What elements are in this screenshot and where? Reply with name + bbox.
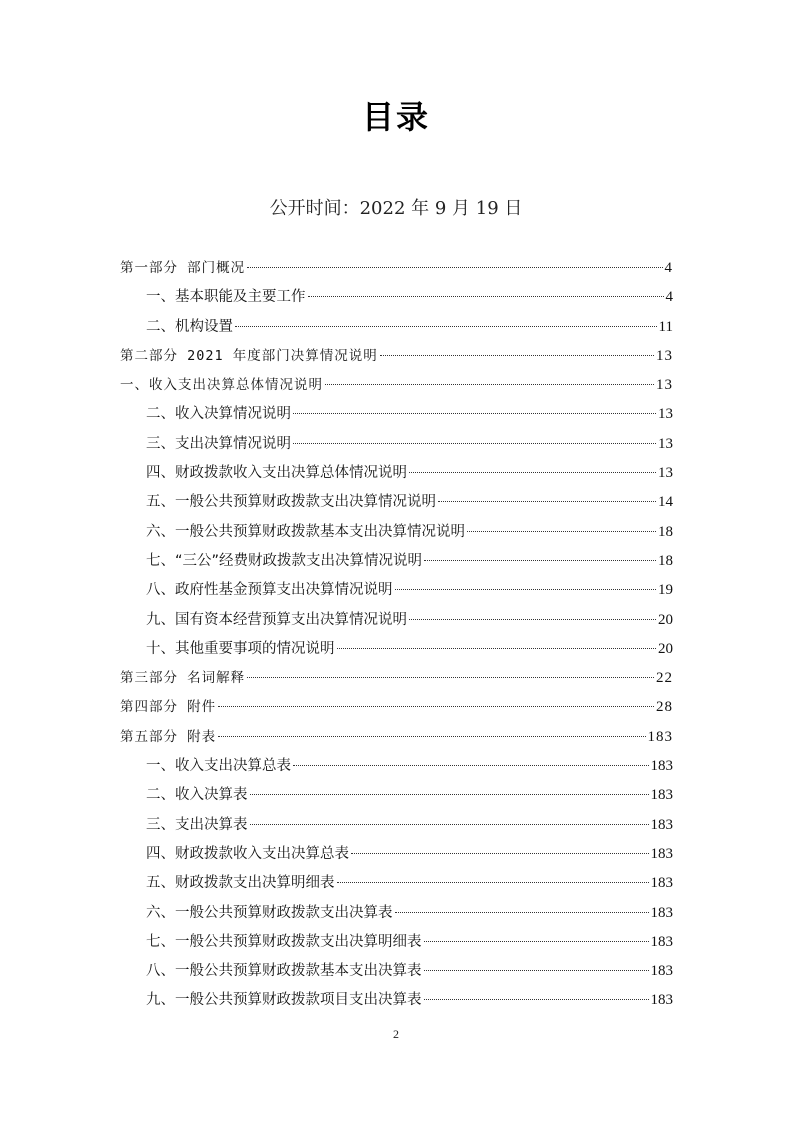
toc-dot-leader — [438, 501, 656, 502]
toc-entry-label: 一、收入支出决算总表 — [146, 758, 291, 775]
toc-dot-leader — [325, 384, 654, 385]
toc-dot-leader — [424, 999, 649, 1000]
toc-entry-page: 28 — [656, 699, 673, 716]
toc-entry-label: 一、收入支出决算总体情况说明 — [120, 377, 323, 394]
toc-dot-leader — [247, 677, 654, 678]
toc-entry-page: 13 — [656, 377, 673, 394]
toc-entry-label: 一、基本职能及主要工作 — [146, 289, 306, 306]
toc-entry-label: 九、一般公共预算财政拨款项目支出决算表 — [146, 992, 422, 1009]
toc-entry-label: 第四部分 附件 — [120, 699, 217, 716]
toc-entry-page: 20 — [658, 611, 673, 628]
toc-entry-page: 13 — [656, 347, 673, 364]
toc-dot-leader — [218, 706, 654, 707]
publish-date: 公开时间：2022 年 9 月 19 日 — [269, 198, 523, 219]
toc-entry-label: 三、支出决算表 — [146, 816, 248, 833]
toc-entry-page: 183 — [650, 816, 673, 833]
toc-entry-page: 19 — [658, 582, 673, 599]
toc-entry-label: 六、一般公共预算财政拨款支出决算表 — [146, 904, 393, 921]
toc-entry-label: 二、收入决算表 — [146, 787, 248, 804]
toc-entry-page: 4 — [665, 289, 673, 306]
toc-entry[interactable] — [120, 254, 673, 283]
toc-entry[interactable] — [120, 313, 673, 342]
toc-entry[interactable] — [120, 371, 673, 400]
toc-entry[interactable] — [120, 723, 673, 752]
toc-entry[interactable] — [120, 459, 673, 488]
toc-entry-page: 18 — [658, 523, 673, 540]
toc-entry[interactable] — [120, 752, 673, 781]
toc-entry[interactable] — [120, 283, 673, 312]
toc-entry[interactable] — [120, 430, 673, 459]
toc-entry[interactable] — [120, 986, 673, 1015]
toc-entry-page: 183 — [650, 875, 673, 892]
toc-entry-label: 七、一般公共预算财政拨款支出决算明细表 — [146, 933, 422, 950]
toc-entry[interactable] — [120, 840, 673, 869]
toc-entry-label: 第二部分 2021 年度部门决算情况说明 — [120, 347, 378, 364]
toc-entry-page: 183 — [650, 904, 673, 921]
toc-entry-label: 二、机构设置 — [146, 318, 233, 335]
toc-entry-page: 4 — [664, 260, 673, 276]
toc-entry-label: 五、一般公共预算财政拨款支出决算情况说明 — [146, 494, 436, 511]
table-of-contents — [120, 254, 673, 1016]
toc-entry-page: 13 — [658, 465, 673, 482]
toc-entry[interactable] — [120, 488, 673, 517]
toc-entry[interactable] — [120, 781, 673, 810]
toc-dot-leader — [293, 413, 656, 414]
toc-entry[interactable] — [120, 869, 673, 898]
toc-entry-page: 13 — [658, 435, 673, 452]
toc-entry[interactable] — [120, 811, 673, 840]
toc-entry-label: 八、政府性基金预算支出决算情况说明 — [146, 582, 393, 599]
toc-entry-page: 22 — [656, 670, 673, 687]
toc-entry-page: 11 — [658, 318, 673, 335]
toc-entry[interactable] — [120, 899, 673, 928]
toc-entry[interactable] — [120, 576, 673, 605]
toc-entry[interactable] — [120, 400, 673, 429]
page-title: 目录 — [361, 98, 430, 136]
toc-dot-leader — [218, 736, 645, 737]
toc-entry[interactable] — [120, 693, 673, 722]
toc-dot-leader — [467, 531, 656, 532]
toc-entry-page: 183 — [650, 963, 673, 980]
page-number: 2 — [393, 1027, 399, 1041]
toc-dot-leader — [380, 355, 654, 356]
toc-entry-page: 183 — [650, 845, 673, 862]
toc-entry-page: 18 — [658, 552, 673, 569]
toc-dot-leader — [293, 443, 656, 444]
toc-entry-label: 十、其他重要事项的情况说明 — [146, 640, 335, 657]
toc-entry-label: 四、财政拨款收入支出决算总表 — [146, 845, 349, 862]
toc-dot-leader — [424, 560, 656, 561]
toc-entry[interactable] — [120, 342, 673, 371]
toc-entry[interactable] — [120, 518, 673, 547]
toc-entry-page: 183 — [650, 787, 673, 804]
toc-entry-label: 二、收入决算情况说明 — [146, 406, 291, 423]
toc-entry-label: 六、一般公共预算财政拨款基本支出决算情况说明 — [146, 523, 465, 540]
toc-entry-label: 三、支出决算情况说明 — [146, 435, 291, 452]
toc-dot-leader — [395, 589, 657, 590]
toc-entry-page: 20 — [658, 640, 673, 657]
toc-entry-label: 四、财政拨款收入支出决算总体情况说明 — [146, 465, 407, 482]
toc-dot-leader — [235, 326, 657, 327]
toc-dot-leader — [247, 267, 662, 268]
toc-entry[interactable] — [120, 606, 673, 635]
toc-entry[interactable] — [120, 635, 673, 664]
toc-dot-leader — [293, 765, 649, 766]
toc-entry-label: 第三部分 名词解释 — [120, 670, 246, 687]
toc-entry-page: 183 — [650, 992, 673, 1009]
toc-dot-leader — [337, 648, 657, 649]
toc-entry-label: 八、一般公共预算财政拨款基本支出决算表 — [146, 963, 422, 980]
toc-dot-leader — [409, 619, 656, 620]
toc-entry-page: 14 — [658, 494, 673, 511]
toc-dot-leader — [250, 824, 649, 825]
toc-dot-leader — [395, 912, 649, 913]
toc-dot-leader — [409, 472, 656, 473]
toc-entry-label: 五、财政拨款支出决算明细表 — [146, 875, 335, 892]
toc-entry[interactable] — [120, 957, 673, 986]
toc-dot-leader — [424, 970, 649, 971]
toc-entry[interactable] — [120, 664, 673, 693]
toc-dot-leader — [351, 853, 649, 854]
toc-entry-label: 七、“三公”经费财政拨款支出决算情况说明 — [146, 552, 423, 569]
toc-entry-page: 183 — [650, 933, 673, 950]
toc-entry-page: 13 — [658, 406, 673, 423]
toc-entry[interactable] — [120, 928, 673, 957]
toc-dot-leader — [308, 296, 664, 297]
toc-entry-page: 183 — [647, 728, 673, 745]
toc-entry-label: 九、国有资本经营预算支出决算情况说明 — [146, 611, 407, 628]
toc-dot-leader — [337, 882, 649, 883]
toc-entry-page: 183 — [650, 758, 673, 775]
toc-dot-leader — [250, 794, 649, 795]
toc-entry[interactable] — [120, 547, 673, 576]
toc-entry-label: 第五部分 附表 — [120, 728, 217, 745]
toc-entry-label: 第一部分 部门概况 — [120, 260, 246, 276]
toc-dot-leader — [424, 941, 649, 942]
